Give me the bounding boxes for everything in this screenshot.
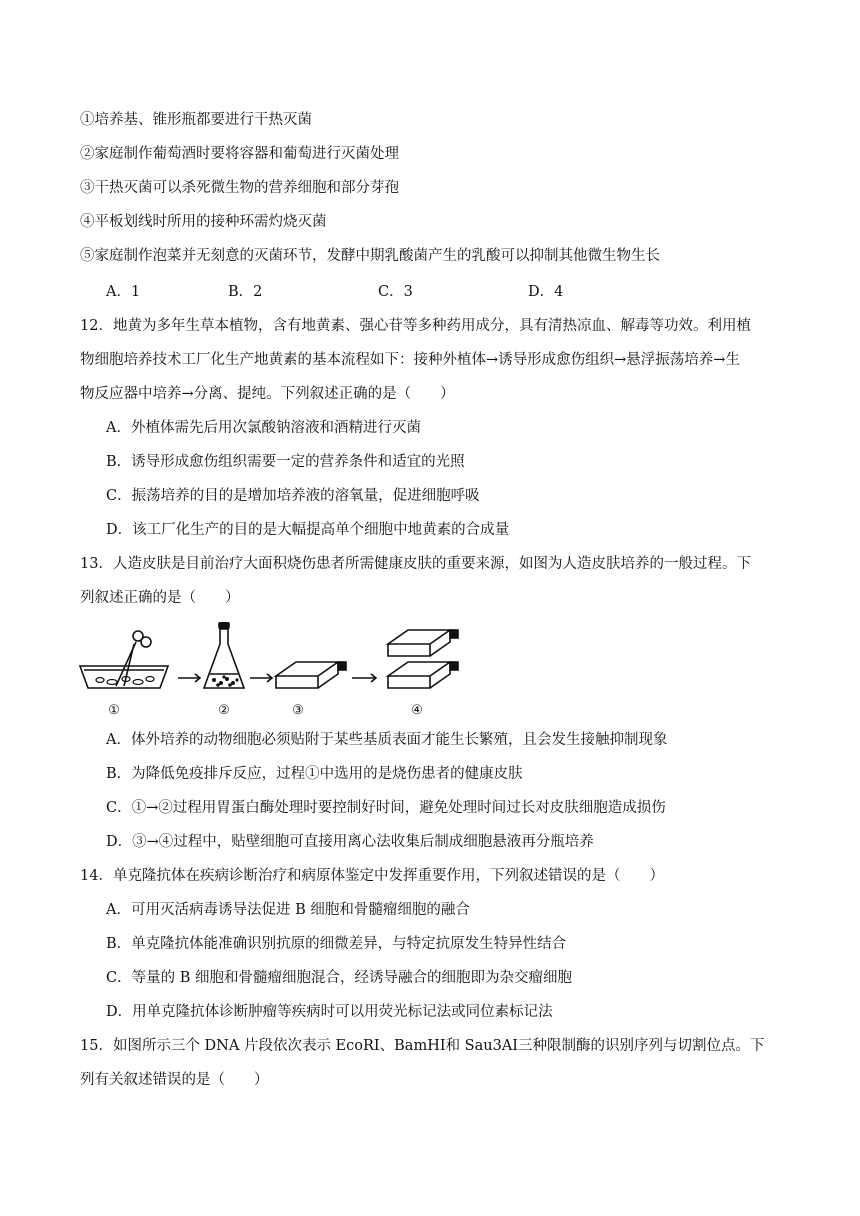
q15-stem-line-1: 15．如图所示三个 DNA 片段依次表示 EcoRⅠ、BamHⅠ和 Sau3AⅠ三种限制酶的识别序列与切割位点。下: [80, 1038, 765, 1054]
figure-label-3: ③: [292, 703, 304, 718]
statement-4: ④平板划线时所用的接种环需灼烧灭菌: [80, 214, 327, 230]
q13-option-c: C．①→②过程用胃蛋白酶处理时要控制好时间，避免处理时间过长对皮肤细胞造成损伤: [106, 800, 666, 816]
q15-stem-line-2: 列有关叙述错误的是（ ）: [80, 1072, 269, 1088]
figure-label-4: ④: [411, 703, 423, 718]
statement-2: ②家庭制作葡萄酒时要将容器和葡萄进行灭菌处理: [80, 146, 399, 162]
q13-stem-line-2: 列叙述正确的是（ ）: [80, 590, 240, 606]
q13-stem-line-1: 13．人造皮肤是目前治疗大面积烧伤患者所需健康皮肤的重要来源，如图为人造皮肤培养的一般过程。下: [80, 556, 751, 572]
q14-option-b: B．单克隆抗体能准确识别抗原的细微差异，与特定抗原发生特异性结合: [106, 936, 567, 952]
figure-label-2: ②: [218, 703, 230, 718]
q14-stem: 14．单克隆抗体在疾病诊断治疗和病原体鉴定中发挥重要作用，下列叙述错误的是（ ）: [80, 868, 664, 884]
q12-stem-line-2: 物细胞培养技术工厂化生产地黄素的基本流程如下：接种外植体→诱导形成愈伤组织→悬浮振荡培养→生: [80, 352, 740, 368]
q11-option-b: B．2: [228, 284, 263, 300]
q11-option-a: A．1: [106, 284, 141, 300]
skin-culture-figure: [76, 622, 476, 722]
q12-option-d: D．该工厂化生产的目的是大幅提高单个细胞中地黄素的合成量: [106, 522, 510, 538]
statement-5: ⑤家庭制作泡菜并无刻意的灭菌环节，发酵中期乳酸菌产生的乳酸可以抑制其他微生物生长: [80, 248, 660, 264]
q12-option-b: B．诱导形成愈伤组织需要一定的营养条件和适宜的光照: [106, 454, 465, 470]
q11-option-d: D．4: [528, 284, 564, 300]
q13-option-d: D．③→④过程中，贴壁细胞可直接用离心法收集后制成细胞悬液再分瓶培养: [106, 834, 594, 850]
q12-option-c: C．振荡培养的目的是增加培养液的溶氧量，促进细胞呼吸: [106, 488, 480, 504]
figure-label-1: ①: [108, 703, 120, 718]
q13-option-b: B．为降低免疫排斥反应，过程①中选用的是烧伤患者的健康皮肤: [106, 766, 523, 782]
q14-option-c: C．等量的 B 细胞和骨髓瘤细胞混合，经诱导融合的细胞即为杂交瘤细胞: [106, 970, 572, 986]
q13-option-a: A．体外培养的动物细胞必须贴附于某些基质表面才能生长繁殖，且会发生接触抑制现象: [106, 732, 668, 748]
q14-option-d: D．用单克隆抗体诊断肿瘤等疾病时可以用荧光标记法或同位素标记法: [106, 1004, 553, 1020]
statement-1: ①培养基、锥形瓶都要进行干热灭菌: [80, 112, 312, 128]
statement-3: ③干热灭菌可以杀死微生物的营养细胞和部分芽孢: [80, 180, 399, 196]
q12-stem-line-3: 物反应器中培养→分离、提纯。下列叙述正确的是（ ）: [80, 386, 455, 402]
q12-option-a: A．外植体需先后用次氯酸钠溶液和酒精进行灭菌: [106, 420, 421, 436]
q12-stem-line-1: 12．地黄为多年生草本植物，含有地黄素、强心苷等多种药用成分，具有清热凉血、解毒等功效。利用植: [80, 318, 751, 334]
q14-option-a: A．可用灭活病毒诱导法促进 B 细胞和骨髓瘤细胞的融合: [106, 902, 470, 918]
q11-option-c: C．3: [378, 284, 413, 300]
